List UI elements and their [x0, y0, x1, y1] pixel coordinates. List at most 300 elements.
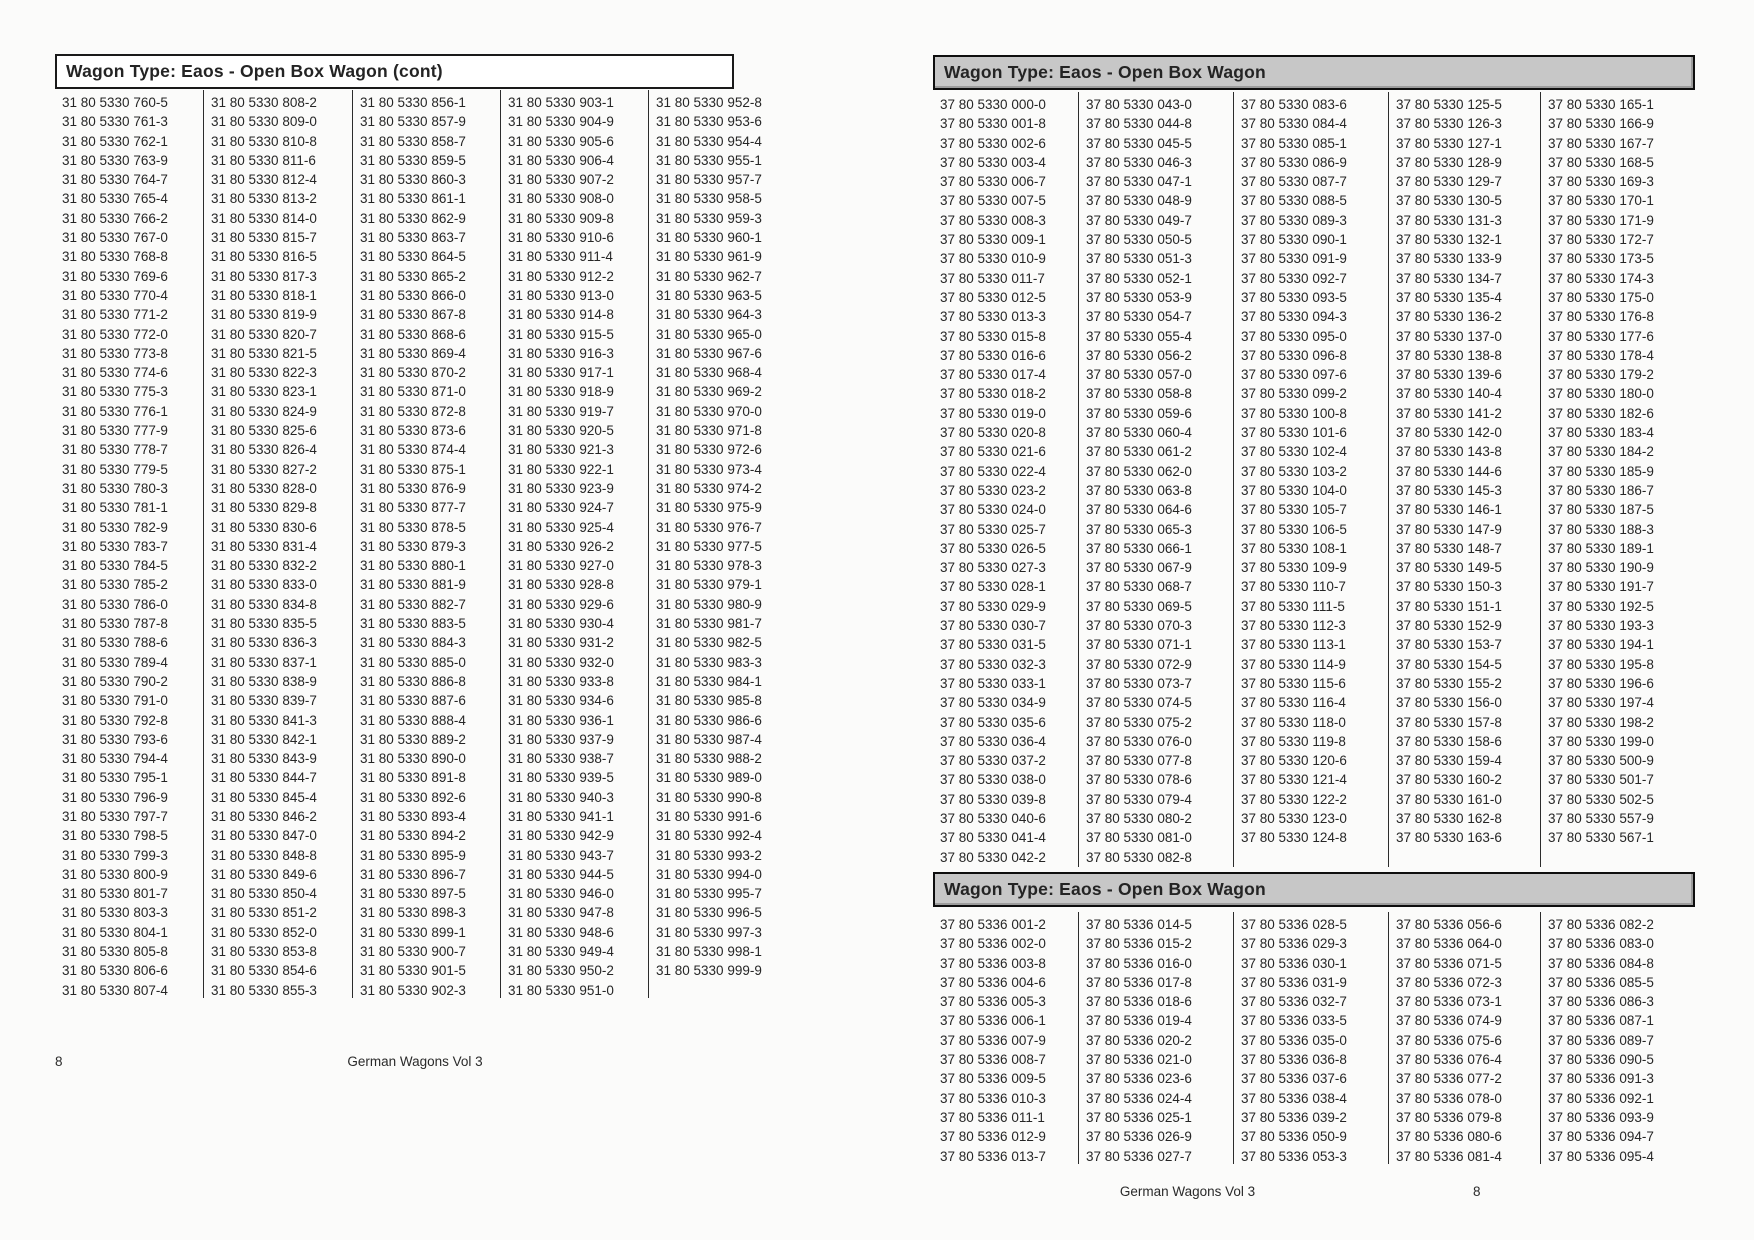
wagon-number: 37 80 5330 054-7: [1086, 309, 1192, 325]
wagon-number: 31 80 5330 872-8: [360, 403, 466, 419]
wagon-number: 37 80 5330 190-9: [1548, 560, 1654, 576]
wagon-number: 37 80 5330 082-8: [1086, 849, 1192, 865]
wagon-number: 31 80 5330 869-4: [360, 345, 466, 361]
wagon-number: 31 80 5330 848-8: [211, 847, 317, 863]
wagon-number: 31 80 5330 787-8: [62, 616, 168, 632]
wagon-number: 37 80 5330 138-8: [1396, 347, 1502, 363]
wagon-number: 37 80 5330 008-3: [940, 212, 1046, 228]
wagon-number: 31 80 5330 805-8: [62, 944, 168, 960]
wagon-number: 37 80 5336 020-2: [1086, 1032, 1192, 1048]
wagon-number: 31 80 5330 815-7: [211, 230, 317, 246]
wagon-number: 31 80 5330 794-4: [62, 751, 168, 767]
wagon-number: 31 80 5330 984-1: [656, 673, 762, 689]
wagon-number: 31 80 5330 905-6: [508, 133, 614, 149]
wagon-number: 37 80 5330 031-5: [940, 637, 1046, 653]
wagon-number: 37 80 5330 152-9: [1396, 618, 1502, 634]
wagon-number: 37 80 5330 087-7: [1241, 174, 1347, 190]
wagon-number: 37 80 5330 123-0: [1241, 810, 1347, 826]
wagon-number: 31 80 5330 982-5: [656, 635, 762, 651]
wagon-number: 37 80 5330 089-3: [1241, 212, 1347, 228]
wagon-number: 37 80 5330 174-3: [1548, 270, 1654, 286]
wagon-number: 37 80 5336 094-7: [1548, 1129, 1654, 1145]
wagon-number: 31 80 5330 782-9: [62, 519, 168, 535]
wagon-number-column: [1078, 92, 1233, 867]
wagon-number: 31 80 5330 846-2: [211, 808, 317, 824]
wagon-number: 31 80 5330 847-0: [211, 828, 317, 844]
wagon-number: 37 80 5336 093-9: [1548, 1109, 1654, 1125]
wagon-number: 37 80 5330 039-8: [940, 791, 1046, 807]
wagon-number: 37 80 5330 186-7: [1548, 482, 1654, 498]
wagon-number: 37 80 5336 039-2: [1241, 1109, 1347, 1125]
wagon-number: 37 80 5330 124-8: [1241, 830, 1347, 846]
wagon-number: 37 80 5330 165-1: [1548, 97, 1654, 112]
wagon-number: 31 80 5330 910-6: [508, 230, 614, 246]
wagon-number: 37 80 5330 059-6: [1086, 405, 1192, 421]
wagon-number: 37 80 5330 036-4: [940, 733, 1046, 749]
wagon-number: 37 80 5330 187-5: [1548, 502, 1654, 518]
wagon-number: 31 80 5330 875-1: [360, 461, 466, 477]
wagon-number: 31 80 5330 853-8: [211, 944, 317, 960]
wagon-number: 37 80 5336 026-9: [1086, 1129, 1192, 1145]
wagon-number: 37 80 5330 172-7: [1548, 232, 1654, 248]
wagon-number: 31 80 5330 843-9: [211, 751, 317, 767]
wagon-number: 31 80 5330 963-5: [656, 287, 762, 303]
wagon-number: 37 80 5330 193-3: [1548, 618, 1654, 634]
wagon-number: 31 80 5330 925-4: [508, 519, 614, 535]
wagon-number-column: [1233, 912, 1388, 1164]
wagon-number: 31 80 5330 762-1: [62, 133, 168, 149]
wagon-number: 37 80 5336 007-9: [940, 1032, 1046, 1048]
wagon-number: 37 80 5330 011-7: [940, 270, 1045, 286]
wagon-number: 31 80 5330 798-5: [62, 828, 168, 844]
wagon-number: 37 80 5330 567-1: [1548, 830, 1654, 846]
wagon-number: 31 80 5330 940-3: [508, 789, 614, 805]
wagon-number: 37 80 5330 111-5: [1241, 598, 1345, 614]
wagon-number: 37 80 5330 501-7: [1548, 772, 1654, 788]
wagon-number: 31 80 5330 819-9: [211, 307, 317, 323]
wagon-number: 31 80 5330 765-4: [62, 191, 168, 207]
wagon-number: 37 80 5330 077-8: [1086, 753, 1192, 769]
wagon-number: 31 80 5330 977-5: [656, 538, 762, 554]
wagon-number: 31 80 5330 832-2: [211, 558, 317, 574]
wagon-number: 37 80 5330 102-4: [1241, 444, 1347, 460]
wagon-number: 31 80 5330 986-6: [656, 712, 762, 728]
wagon-number: 37 80 5330 112-3: [1241, 618, 1346, 634]
wagon-number: 31 80 5330 962-7: [656, 268, 762, 284]
wagon-number: 37 80 5330 026-5: [940, 540, 1046, 556]
wagon-number: 31 80 5330 827-2: [211, 461, 317, 477]
wagon-number-column: [1388, 92, 1540, 867]
wagon-number: 37 80 5336 032-7: [1241, 994, 1347, 1010]
wagon-number: 37 80 5336 035-0: [1241, 1032, 1347, 1048]
right-page-top-section-header: Wagon Type: Eaos - Open Box Wagon: [933, 55, 1695, 90]
wagon-number: 37 80 5330 019-0: [940, 405, 1046, 421]
wagon-number: 37 80 5330 060-4: [1086, 425, 1192, 441]
wagon-number: 37 80 5330 194-1: [1548, 637, 1654, 653]
wagon-number: 31 80 5330 904-9: [508, 114, 614, 130]
wagon-number: 37 80 5336 023-6: [1086, 1071, 1192, 1087]
wagon-number: 37 80 5336 016-0: [1086, 955, 1192, 971]
wagon-number: 31 80 5330 777-9: [62, 423, 168, 439]
wagon-number: 37 80 5336 028-5: [1241, 917, 1347, 932]
wagon-number: 31 80 5330 767-0: [62, 230, 168, 246]
wagon-number: 31 80 5330 974-2: [656, 480, 762, 496]
left-volume-title: German Wagons Vol 3: [347, 1054, 483, 1069]
wagon-number: 37 80 5336 021-0: [1086, 1052, 1192, 1068]
wagon-number: 37 80 5336 072-3: [1396, 974, 1502, 990]
wagon-number: 37 80 5336 092-1: [1548, 1090, 1654, 1106]
wagon-number: 31 80 5330 933-8: [508, 673, 614, 689]
wagon-number: 37 80 5330 177-6: [1548, 328, 1654, 344]
wagon-number: 37 80 5330 034-9: [940, 695, 1046, 711]
wagon-number: 37 80 5330 084-4: [1241, 116, 1347, 132]
wagon-number: 31 80 5330 881-9: [360, 577, 466, 593]
wagon-number: 31 80 5330 878-5: [360, 519, 466, 535]
wagon-number: 31 80 5330 810-8: [211, 133, 317, 149]
wagon-number: 31 80 5330 927-0: [508, 558, 614, 574]
wagon-number: 31 80 5330 989-0: [656, 770, 762, 786]
wagon-number: 37 80 5330 073-7: [1086, 675, 1192, 691]
wagon-number: 31 80 5330 780-3: [62, 480, 168, 496]
left-page-section-header: Wagon Type: Eaos - Open Box Wagon (cont): [55, 54, 734, 89]
wagon-number: 37 80 5330 500-9: [1548, 753, 1654, 769]
wagon-number: 31 80 5330 816-5: [211, 249, 317, 265]
wagon-number: 37 80 5330 180-0: [1548, 386, 1654, 402]
wagon-number: 37 80 5330 029-9: [940, 598, 1046, 614]
wagon-number: 37 80 5336 011-1: [940, 1109, 1045, 1125]
wagon-number: 37 80 5330 175-0: [1548, 289, 1654, 305]
wagon-number: 31 80 5330 892-6: [360, 789, 466, 805]
wagon-number: 31 80 5330 896-7: [360, 866, 466, 882]
wagon-number: 31 80 5330 909-8: [508, 210, 614, 226]
wagon-number: 37 80 5336 076-4: [1396, 1052, 1502, 1068]
wagon-number: 37 80 5330 188-3: [1548, 521, 1654, 537]
wagon-number: 31 80 5330 862-9: [360, 210, 466, 226]
wagon-number: 37 80 5330 058-8: [1086, 386, 1192, 402]
wagon-number: 37 80 5330 047-1: [1086, 174, 1192, 190]
wagon-number: 37 80 5330 086-9: [1241, 154, 1347, 170]
wagon-number: 37 80 5330 100-8: [1241, 405, 1347, 421]
wagon-number: 37 80 5330 025-7: [940, 521, 1046, 537]
wagon-number: 31 80 5330 978-3: [656, 558, 762, 574]
wagon-number: 31 80 5330 957-7: [656, 172, 762, 188]
wagon-number: 37 80 5330 195-8: [1548, 656, 1654, 672]
wagon-number: 31 80 5330 844-7: [211, 770, 317, 786]
right-page-bottom-section-header: Wagon Type: Eaos - Open Box Wagon: [933, 872, 1695, 907]
wagon-number: 37 80 5336 087-1: [1548, 1013, 1654, 1029]
wagon-number: 37 80 5330 171-9: [1548, 212, 1654, 228]
wagon-number: 31 80 5330 998-1: [656, 944, 762, 960]
wagon-number: 31 80 5330 961-9: [656, 249, 762, 265]
wagon-number: 37 80 5336 037-6: [1241, 1071, 1347, 1087]
wagon-number: 37 80 5330 035-6: [940, 714, 1046, 730]
wagon-number: 31 80 5330 857-9: [360, 114, 466, 130]
wagon-number: 31 80 5330 839-7: [211, 693, 317, 709]
wagon-number: 31 80 5330 995-7: [656, 886, 762, 902]
wagon-number: 37 80 5336 019-4: [1086, 1013, 1192, 1029]
wagon-number: 37 80 5330 183-4: [1548, 425, 1654, 441]
wagon-number: 37 80 5330 197-4: [1548, 695, 1654, 711]
wagon-number: 37 80 5330 076-0: [1086, 733, 1192, 749]
wagon-number: 31 80 5330 766-2: [62, 210, 168, 226]
wagon-number: 37 80 5330 041-4: [940, 830, 1046, 846]
wagon-number: 31 80 5330 838-9: [211, 673, 317, 689]
wagon-number: 37 80 5330 118-0: [1241, 714, 1346, 730]
wagon-number: 31 80 5330 951-0: [508, 982, 614, 998]
wagon-number: 31 80 5330 882-7: [360, 596, 466, 612]
wagon-number: 31 80 5330 964-3: [656, 307, 762, 323]
wagon-number: 37 80 5330 057-0: [1086, 367, 1192, 383]
wagon-number: 31 80 5330 830-6: [211, 519, 317, 535]
wagon-number: 31 80 5330 864-5: [360, 249, 466, 265]
wagon-number: 37 80 5330 097-6: [1241, 367, 1347, 383]
wagon-number: 37 80 5330 101-6: [1241, 425, 1347, 441]
wagon-number: 31 80 5330 912-2: [508, 268, 614, 284]
wagon-number: 31 80 5330 804-1: [62, 924, 168, 940]
wagon-number: 31 80 5330 807-4: [62, 982, 168, 998]
wagon-number: 31 80 5330 994-0: [656, 866, 762, 882]
wagon-number: 31 80 5330 902-3: [360, 982, 466, 998]
wagon-number: 31 80 5330 895-9: [360, 847, 466, 863]
wagon-number: 31 80 5330 944-5: [508, 866, 614, 882]
wagon-number: 31 80 5330 888-4: [360, 712, 466, 728]
wagon-number: 31 80 5330 822-3: [211, 365, 317, 381]
wagon-number: 37 80 5330 151-1: [1396, 598, 1502, 614]
wagon-number: 31 80 5330 764-7: [62, 172, 168, 188]
wagon-number: 37 80 5330 085-1: [1241, 135, 1347, 151]
wagon-number: 31 80 5330 870-2: [360, 365, 466, 381]
wagon-number: 37 80 5330 020-8: [940, 425, 1046, 441]
wagon-number: 37 80 5336 017-8: [1086, 974, 1192, 990]
wagon-number: 31 80 5330 950-2: [508, 963, 614, 979]
wagon-number: 31 80 5330 971-8: [656, 423, 762, 439]
wagon-number: 37 80 5330 147-9: [1396, 521, 1502, 537]
wagon-number: 31 80 5330 965-0: [656, 326, 762, 342]
wagon-number: 31 80 5330 861-1: [360, 191, 466, 207]
wagon-number: 37 80 5336 002-0: [940, 936, 1046, 952]
wagon-number: 37 80 5330 003-4: [940, 154, 1046, 170]
wagon-number: 37 80 5330 015-8: [940, 328, 1046, 344]
wagon-number: 31 80 5330 828-0: [211, 480, 317, 496]
wagon-number: 31 80 5330 889-2: [360, 731, 466, 747]
wagon-number: 37 80 5330 130-5: [1396, 193, 1502, 209]
wagon-number: 31 80 5330 975-9: [656, 500, 762, 516]
wagon-number: 31 80 5330 941-1: [508, 808, 614, 824]
wagon-number-column: [933, 92, 1078, 867]
wagon-number: 31 80 5330 969-2: [656, 384, 762, 400]
wagon-number: 37 80 5330 049-7: [1086, 212, 1192, 228]
wagon-number-column: [1388, 912, 1540, 1164]
wagon-number: 31 80 5330 938-7: [508, 751, 614, 767]
wagon-number: 37 80 5330 016-6: [940, 347, 1046, 363]
wagon-number: 37 80 5330 095-0: [1241, 328, 1347, 344]
wagon-number: 37 80 5330 105-7: [1241, 502, 1347, 518]
wagon-number: 37 80 5336 077-2: [1396, 1071, 1502, 1087]
wagon-number: 37 80 5330 009-1: [940, 232, 1046, 248]
wagon-number: 37 80 5336 013-7: [940, 1148, 1046, 1164]
wagon-number: 31 80 5330 887-6: [360, 693, 466, 709]
wagon-number: 37 80 5330 103-2: [1241, 463, 1347, 479]
wagon-number: 37 80 5336 056-6: [1396, 917, 1502, 932]
wagon-number: 37 80 5330 109-9: [1241, 560, 1347, 576]
wagon-number: 31 80 5330 855-3: [211, 982, 317, 998]
wagon-number: 37 80 5336 073-1: [1396, 994, 1502, 1010]
wagon-number: 37 80 5330 088-5: [1241, 193, 1347, 209]
wagon-number-column: [1078, 912, 1233, 1164]
wagon-number: 31 80 5330 778-7: [62, 442, 168, 458]
wagon-number: 37 80 5330 032-3: [940, 656, 1046, 672]
wagon-number: 37 80 5336 050-9: [1241, 1129, 1347, 1145]
wagon-number: 37 80 5330 066-1: [1086, 540, 1192, 556]
wagon-number: 37 80 5330 141-2: [1396, 405, 1502, 421]
wagon-number: 37 80 5330 121-4: [1241, 772, 1347, 788]
wagon-number: 37 80 5330 170-1: [1548, 193, 1654, 209]
wagon-number: 31 80 5330 890-0: [360, 751, 466, 767]
wagon-number: 37 80 5336 082-2: [1548, 917, 1654, 932]
wagon-number: 37 80 5330 131-3: [1396, 212, 1502, 228]
wagon-number-column: [352, 90, 500, 998]
wagon-number: 37 80 5330 196-6: [1548, 675, 1654, 691]
wagon-number: 31 80 5330 826-4: [211, 442, 317, 458]
wagon-number: 37 80 5330 142-0: [1396, 425, 1502, 441]
wagon-number: 37 80 5330 137-0: [1396, 328, 1502, 344]
wagon-number: 37 80 5330 093-5: [1241, 289, 1347, 305]
wagon-number: 37 80 5336 079-8: [1396, 1109, 1502, 1125]
wagon-number: 37 80 5330 185-9: [1548, 463, 1654, 479]
wagon-number: 37 80 5336 006-1: [940, 1013, 1046, 1029]
wagon-number: 37 80 5330 104-0: [1241, 482, 1347, 498]
wagon-number: 37 80 5330 007-5: [940, 193, 1046, 209]
wagon-number: 31 80 5330 761-3: [62, 114, 168, 130]
wagon-number: 31 80 5330 797-7: [62, 808, 168, 824]
wagon-number: 37 80 5330 062-0: [1086, 463, 1192, 479]
wagon-number: 37 80 5330 078-6: [1086, 772, 1192, 788]
wagon-number: 37 80 5336 010-3: [940, 1090, 1046, 1106]
wagon-number: 31 80 5330 851-2: [211, 905, 317, 921]
wagon-number: 31 80 5330 955-1: [656, 152, 762, 168]
wagon-number-column: [1233, 92, 1388, 867]
wagon-number-column: [1540, 92, 1697, 867]
wagon-number: 37 80 5330 040-6: [940, 810, 1046, 826]
wagon-number: 37 80 5330 037-2: [940, 753, 1046, 769]
wagon-number: 31 80 5330 991-6: [656, 808, 762, 824]
wagon-number: 31 80 5330 967-6: [656, 345, 762, 361]
wagon-number: 31 80 5330 773-8: [62, 345, 168, 361]
wagon-number: 31 80 5330 824-9: [211, 403, 317, 419]
wagon-number: 31 80 5330 948-6: [508, 924, 614, 940]
wagon-number: 37 80 5330 132-1: [1396, 232, 1502, 248]
wagon-number: 31 80 5330 842-1: [211, 731, 317, 747]
wagon-number: 37 80 5330 042-2: [940, 849, 1046, 865]
wagon-number: 31 80 5330 917-1: [508, 365, 614, 381]
wagon-number: 31 80 5330 922-1: [508, 461, 614, 477]
wagon-number: 31 80 5330 803-3: [62, 905, 168, 921]
wagon-number: 31 80 5330 929-6: [508, 596, 614, 612]
wagon-number: 37 80 5330 156-0: [1396, 695, 1502, 711]
wagon-number: 31 80 5330 868-6: [360, 326, 466, 342]
wagon-number: 37 80 5330 168-5: [1548, 154, 1654, 170]
wagon-number: 31 80 5330 831-4: [211, 538, 317, 554]
wagon-number: 37 80 5330 154-5: [1396, 656, 1502, 672]
wagon-number: 31 80 5330 795-1: [62, 770, 168, 786]
wagon-number: 31 80 5330 856-1: [360, 95, 466, 110]
wagon-number: 37 80 5330 120-6: [1241, 753, 1347, 769]
wagon-number: 31 80 5330 874-4: [360, 442, 466, 458]
wagon-number: 31 80 5330 809-0: [211, 114, 317, 130]
wagon-number: 37 80 5336 030-1: [1241, 955, 1347, 971]
wagon-number: 31 80 5330 817-3: [211, 268, 317, 284]
wagon-number: 31 80 5330 883-5: [360, 616, 466, 632]
wagon-number: 37 80 5330 063-8: [1086, 482, 1192, 498]
wagon-number: 37 80 5330 133-9: [1396, 251, 1502, 267]
wagon-number: 31 80 5330 884-3: [360, 635, 466, 651]
wagon-number: 31 80 5330 954-4: [656, 133, 762, 149]
wagon-number: 37 80 5330 043-0: [1086, 97, 1192, 112]
wagon-number: 31 80 5330 920-5: [508, 423, 614, 439]
wagon-number: 31 80 5330 800-9: [62, 866, 168, 882]
wagon-number: 31 80 5330 949-4: [508, 944, 614, 960]
wagon-number: 37 80 5336 029-3: [1241, 936, 1347, 952]
wagon-number: 31 80 5330 911-4: [508, 249, 613, 265]
wagon-number: 31 80 5330 852-0: [211, 924, 317, 940]
left-page-wagon-table: [55, 90, 790, 998]
wagon-number: 37 80 5330 072-9: [1086, 656, 1192, 672]
wagon-number: 37 80 5336 005-3: [940, 994, 1046, 1010]
wagon-number: 31 80 5330 988-2: [656, 751, 762, 767]
wagon-number: 31 80 5330 768-8: [62, 249, 168, 265]
wagon-number: 37 80 5330 046-3: [1086, 154, 1192, 170]
wagon-number: 31 80 5330 779-5: [62, 461, 168, 477]
wagon-number: 37 80 5330 173-5: [1548, 251, 1654, 267]
wagon-number: 31 80 5330 921-3: [508, 442, 614, 458]
right-page-top-wagon-table: [933, 92, 1697, 867]
wagon-number: 31 80 5330 821-5: [211, 345, 317, 361]
wagon-number: 37 80 5330 068-7: [1086, 579, 1192, 595]
wagon-number: 37 80 5336 012-9: [940, 1129, 1046, 1145]
wagon-number: 37 80 5330 159-4: [1396, 753, 1502, 769]
wagon-number: 31 80 5330 784-5: [62, 558, 168, 574]
wagon-number: 37 80 5330 162-8: [1396, 810, 1502, 826]
wagon-number: 31 80 5330 877-7: [360, 500, 466, 516]
wagon-number: 31 80 5330 849-6: [211, 866, 317, 882]
wagon-number: 37 80 5330 045-5: [1086, 135, 1192, 151]
wagon-number: 31 80 5330 947-8: [508, 905, 614, 921]
wagon-number: 31 80 5330 926-2: [508, 538, 614, 554]
wagon-number: 31 80 5330 790-2: [62, 673, 168, 689]
wagon-number: 31 80 5330 771-2: [62, 307, 168, 323]
wagon-number: 37 80 5330 146-1: [1396, 502, 1502, 518]
wagon-number: 37 80 5330 169-3: [1548, 174, 1654, 190]
wagon-number: 31 80 5330 811-6: [211, 152, 316, 168]
wagon-number: 31 80 5330 788-6: [62, 635, 168, 651]
wagon-number: 31 80 5330 786-0: [62, 596, 168, 612]
wagon-number: 37 80 5330 114-9: [1241, 656, 1346, 672]
wagon-number: 37 80 5330 192-5: [1548, 598, 1654, 614]
wagon-number: 31 80 5330 850-4: [211, 886, 317, 902]
wagon-number: 37 80 5330 153-7: [1396, 637, 1502, 653]
wagon-number: 37 80 5330 198-2: [1548, 714, 1654, 730]
wagon-number: 37 80 5330 116-4: [1241, 695, 1346, 711]
wagon-number: 37 80 5336 018-6: [1086, 994, 1192, 1010]
wagon-number: 31 80 5330 932-0: [508, 654, 614, 670]
wagon-number: 37 80 5330 010-9: [940, 251, 1046, 267]
wagon-number: 31 80 5330 886-8: [360, 673, 466, 689]
wagon-number: 31 80 5330 769-6: [62, 268, 168, 284]
wagon-number: 37 80 5330 110-7: [1241, 579, 1346, 595]
wagon-number: 31 80 5330 806-6: [62, 963, 168, 979]
wagon-number: 37 80 5330 012-5: [940, 289, 1046, 305]
wagon-number: 31 80 5330 772-0: [62, 326, 168, 342]
